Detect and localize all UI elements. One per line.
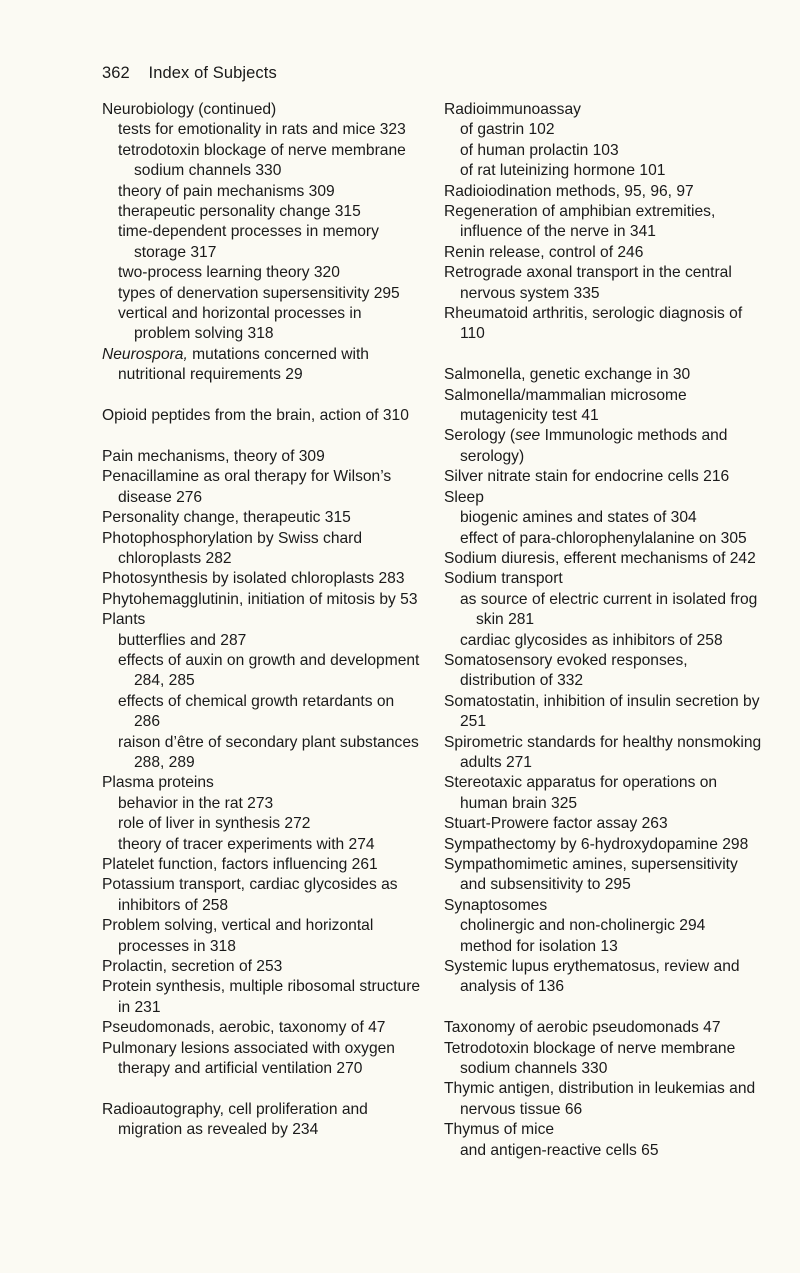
entry-text: role of liver in synthesis 272 <box>118 815 311 833</box>
entry-text: two-process learning theory 320 <box>118 264 340 282</box>
entry-text: cholinergic and non-cholinergic 294 <box>460 917 706 935</box>
index-entry <box>102 773 422 793</box>
index-entry <box>444 182 766 202</box>
entry-text: Stereotaxic apparatus for operations on human brain 325 <box>444 774 718 812</box>
entry-text: cardiac glycosides as inhibitors of 258 <box>460 631 723 649</box>
index-subentry <box>102 222 422 263</box>
index-subentry <box>444 529 766 549</box>
entry-text: Pseudomonads, aerobic, taxonomy of 47 <box>102 1019 386 1037</box>
index-subentry <box>444 916 766 936</box>
entry-text: tetrodotoxin blockage of nerve membrane sodium channels 330 <box>118 141 406 180</box>
entry-text-continued: Immunologic methods and serology) <box>460 427 728 465</box>
entry-text: Somatostatin, inhibition of insulin secretion by 251 <box>444 692 760 731</box>
entry-text: Photophosphorylation by Swiss chard chloroplasts 282 <box>102 529 363 567</box>
index-entry <box>102 916 422 957</box>
entry-text: Neurobiology (continued) <box>102 101 277 118</box>
index-subentry <box>444 161 766 181</box>
entry-text: Thymic antigen, distribution in leukemias and nervous tissue 66 <box>444 1080 756 1118</box>
index-entry <box>444 855 766 896</box>
entry-text: of rat luteinizing hormone 101 <box>460 162 666 180</box>
entry-text: Problem solving, vertical and horizontal processes in 318 <box>102 917 374 955</box>
italic-see: see <box>515 427 541 445</box>
entry-text: Somatosensory evoked responses, distribution of 332 <box>444 651 688 690</box>
index-subentry <box>102 631 422 651</box>
index-entry <box>102 855 422 875</box>
index-entry <box>102 590 422 610</box>
index-subentry <box>444 120 766 140</box>
index-entry <box>444 651 766 692</box>
index-entry <box>444 202 766 243</box>
entry-text: Radioimmunoassay <box>444 101 581 118</box>
entry-text: and antigen-reactive cells 65 <box>460 1141 659 1159</box>
entry-text: Salmonella/mammalian microsome mutagenicity test 41 <box>444 386 687 425</box>
entry-text: Personality change, therapeutic 315 <box>102 509 351 527</box>
entry-text: Sleep <box>444 488 484 506</box>
entry-text: of gastrin 102 <box>460 121 555 139</box>
entry-text: theory of tracer experiments with 274 <box>118 835 375 853</box>
entry-text: Radioiodination methods, 95, 96, 97 <box>444 182 694 200</box>
index-entry <box>444 957 766 998</box>
entry-text: Rheumatoid arthritis, serologic diagnosis of 110 <box>444 305 743 343</box>
entry-text: Platelet function, factors influencing 261 <box>102 856 378 873</box>
entry-text: effects of chemical growth retardants on 286 <box>118 692 395 731</box>
index-entry <box>102 1100 422 1141</box>
index-entry <box>444 549 766 569</box>
index-entry <box>102 1018 422 1038</box>
entry-text: Sodium diuresis, efferent mechanisms of 242 <box>444 549 756 567</box>
index-entry <box>102 100 422 120</box>
index-entry <box>444 692 766 733</box>
entry-text: vertical and horizontal processes in problem solving 318 <box>118 305 362 343</box>
index-subentry <box>102 692 422 733</box>
index-entry <box>444 1018 766 1038</box>
entry-text: effects of auxin on growth and development 284, 285 <box>118 651 420 690</box>
entry-text: Salmonella, genetic exchange in 30 <box>444 366 691 384</box>
entry-text: Sympathomimetic amines, supersensitivity and subsensitivity to 295 <box>444 856 738 894</box>
index-column-right <box>444 100 766 1161</box>
index-subentry <box>102 284 422 304</box>
entry-text: raison d’être of secondary plant substances 288, 289 <box>118 733 419 771</box>
index-entry <box>444 488 766 508</box>
index-entry <box>102 957 422 977</box>
entry-text: Spirometric standards for healthy nonsmoking adults 271 <box>444 733 762 771</box>
index-subentry <box>102 182 422 202</box>
page-title: Index of Subjects <box>148 64 277 82</box>
index-entry <box>444 835 766 855</box>
index-entry <box>444 896 766 916</box>
entry-text: Photosynthesis by isolated chloroplasts 283 <box>102 570 405 588</box>
index-entry <box>444 263 766 304</box>
index-entry <box>444 467 766 487</box>
entry-text: Plasma proteins <box>102 774 214 792</box>
index-entry <box>102 345 422 386</box>
index-entry <box>444 569 766 589</box>
entry-text: of human prolactin 103 <box>460 141 619 159</box>
entry-text: Systemic lupus erythematosus, review and analysis of 136 <box>444 958 740 996</box>
index-entry <box>444 304 766 345</box>
index-entry <box>444 100 766 120</box>
index-subentry <box>444 1141 766 1161</box>
index-subentry <box>444 631 766 651</box>
index-entry <box>444 426 766 467</box>
entry-text: Phytohemagglutinin, initiation of mitosis by 53 <box>102 590 418 608</box>
index-subentry <box>444 508 766 528</box>
index-subentry <box>102 202 422 222</box>
index-entry <box>444 365 766 385</box>
index-entry <box>444 733 766 774</box>
entry-text: therapeutic personality change 315 <box>118 203 361 221</box>
entry-text: mutations concerned with nutritional requirements 29 <box>118 345 369 384</box>
index-entry <box>444 243 766 263</box>
entry-text: Taxonomy of aerobic pseudomonads 47 <box>444 1019 721 1037</box>
entry-text: Serology ( <box>444 427 516 445</box>
entry-text: Silver nitrate stain for endocrine cells 216 <box>444 468 730 486</box>
entry-text: theory of pain mechanisms 309 <box>118 182 335 200</box>
entry-text: Sympathectomy by 6-hydroxydopamine 298 <box>444 835 749 853</box>
index-entry <box>444 386 766 427</box>
entry-text: as source of electric current in isolated frog skin 281 <box>460 590 758 629</box>
entry-text: Tetrodotoxin blockage of nerve membrane sodium channels 330 <box>444 1039 736 1078</box>
entry-text: Protein synthesis, multiple ribosomal structure in 231 <box>102 978 421 1016</box>
entry-text: behavior in the rat 273 <box>118 794 274 812</box>
index-entry <box>444 1039 766 1080</box>
index-entry <box>102 875 422 916</box>
index-entry <box>444 1079 766 1120</box>
index-column-left <box>102 100 422 1141</box>
entry-text: method for isolation 13 <box>460 937 618 955</box>
index-subentry <box>102 120 422 140</box>
page-number: 362 <box>102 64 130 82</box>
entry-text: Pain mechanisms, theory of 309 <box>102 447 325 465</box>
italic-term: Neurospora, <box>102 345 188 363</box>
index-subentry <box>102 263 422 283</box>
index-entry <box>444 814 766 834</box>
entry-text: Prolactin, secretion of 253 <box>102 958 283 976</box>
entry-text: Pulmonary lesions associated with oxygen therapy and artificial ventilation 270 <box>102 1039 395 1078</box>
entry-text: Retrograde axonal transport in the central nervous system 335 <box>444 264 732 302</box>
index-subentry <box>102 733 422 774</box>
entry-text: Regeneration of amphibian extremities, influence of the nerve in 341 <box>444 203 716 241</box>
index-entry <box>102 569 422 589</box>
index-subentry <box>102 651 422 692</box>
index-subentry <box>102 141 422 182</box>
index-entry <box>102 1039 422 1080</box>
index-subentry <box>102 794 422 814</box>
entry-text: tests for emotionality in rats and mice 323 <box>118 121 406 139</box>
page-header <box>102 64 277 83</box>
index-entry <box>102 977 422 1018</box>
index-subentry <box>444 141 766 161</box>
entry-text: Radioautography, cell proliferation and migration as revealed by 234 <box>102 1100 368 1139</box>
index-entry <box>102 447 422 467</box>
entry-text: Opioid peptides from the brain, action of 310 <box>102 407 409 425</box>
entry-text: butterflies and 287 <box>118 631 247 649</box>
index-entry <box>444 1120 766 1140</box>
index-subentry <box>102 835 422 855</box>
entry-text: Thymus of mice <box>444 1121 555 1139</box>
index-entry <box>102 529 422 570</box>
entry-text: Sodium transport <box>444 570 563 588</box>
entry-text: Synaptosomes <box>444 896 548 914</box>
entry-text: Penacillamine as oral therapy for Wilson’s disease 276 <box>102 468 392 506</box>
index-subentry <box>102 304 422 345</box>
index-entry <box>444 773 766 814</box>
index-subentry <box>444 937 766 957</box>
index-subentry <box>102 814 422 834</box>
index-subentry <box>444 590 766 631</box>
entry-text: Potassium transport, cardiac glycosides as inhibitors of 258 <box>102 876 398 914</box>
entry-text: types of denervation supersensitivity 295 <box>118 284 400 302</box>
entry-text: time-dependent processes in memory storage 317 <box>118 223 379 261</box>
entry-text: Stuart-Prowere factor assay 263 <box>444 815 668 833</box>
entry-text: effect of para-chlorophenylalanine on 305 <box>460 529 747 547</box>
entry-text: Renin release, control of 246 <box>444 243 644 261</box>
index-entry <box>102 467 422 508</box>
index-entry <box>102 508 422 528</box>
index-entry <box>102 610 422 630</box>
index-entry <box>102 406 422 426</box>
entry-text: biogenic amines and states of 304 <box>460 509 697 527</box>
entry-text: Plants <box>102 611 146 629</box>
